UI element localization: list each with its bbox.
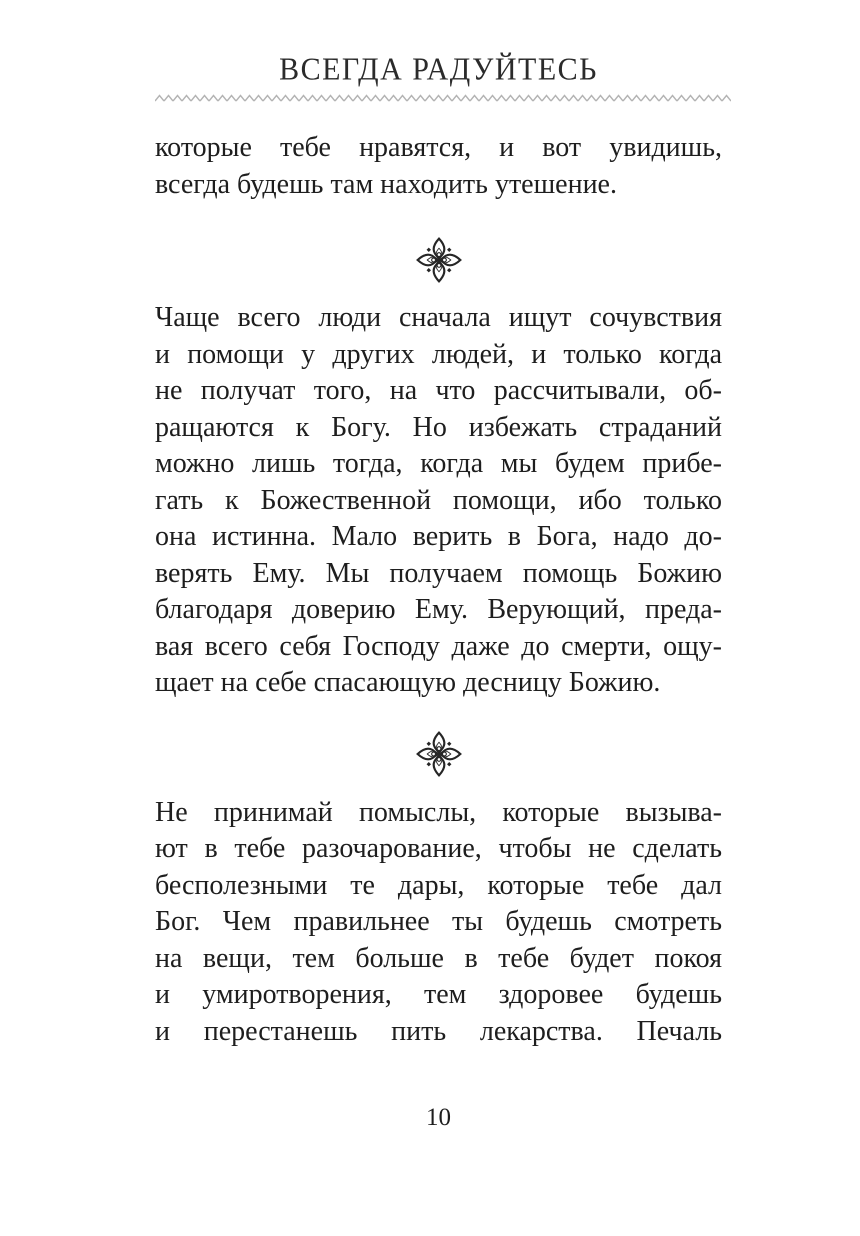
text-line: бесполезными те дары, которые тебе дал [155, 869, 722, 901]
text-line: ют в тебе разочарование, чтобы не сделать [155, 833, 722, 864]
text-line: благодаря доверию Ему. Верующий, преда- [155, 594, 722, 625]
text-line: на вещи, тем больше в тебе будет покоя [155, 942, 722, 974]
paragraph [155, 130, 722, 203]
text-line: она истинна. Мало верить в Бога, надо до- [155, 521, 722, 552]
text-line: всегда будешь там находить утешение. [155, 168, 617, 200]
text-line: гать к Божественной помощи, ибо только [155, 484, 722, 516]
page-title: ВСЕГДА РАДУЙТЕСЬ [279, 52, 598, 87]
section-separator [155, 731, 722, 777]
floral-ornament-icon [416, 237, 462, 283]
text-line: вая всего себя Господу даже до смерти, ощу- [155, 630, 722, 662]
text-line: можно лишь тогда, когда мы будем прибе- [155, 448, 722, 479]
text-line: и перестанешь пить лекарства. Печаль [155, 1015, 722, 1047]
floral-ornament-icon [416, 731, 462, 777]
running-header [155, 0, 722, 104]
text-line: Чаще всего люди сначала ищут сочувствия [155, 302, 722, 333]
text-line: Бог. Чем правильнее ты будешь смотреть [155, 906, 722, 937]
text-line: и помощи у других людей, и только когда [155, 338, 722, 370]
text-line: щает на себе спасающую десницу Божию. [155, 667, 661, 698]
page-number: 10 [426, 1104, 451, 1131]
zigzag-divider-icon [155, 93, 731, 104]
text-line: Не принимай помыслы, которые вызыва- [155, 796, 722, 828]
page-content [155, 0, 722, 1134]
text-line: не получат того, на что рассчитывали, об- [155, 375, 722, 406]
text-line: и умиротворения, тем здоровее будешь [155, 979, 722, 1010]
text-line: которые тебе нравятся, и вот увидишь, [155, 132, 722, 163]
paragraph [155, 795, 722, 1051]
text-line: верять Ему. Мы получаем помощь Божию [155, 557, 722, 589]
page-body [155, 130, 722, 1050]
section-separator [155, 237, 722, 283]
text-line: ращаются к Богу. Но избежать страданий [155, 411, 722, 443]
page-footer [155, 1102, 722, 1134]
paragraph [155, 300, 722, 702]
